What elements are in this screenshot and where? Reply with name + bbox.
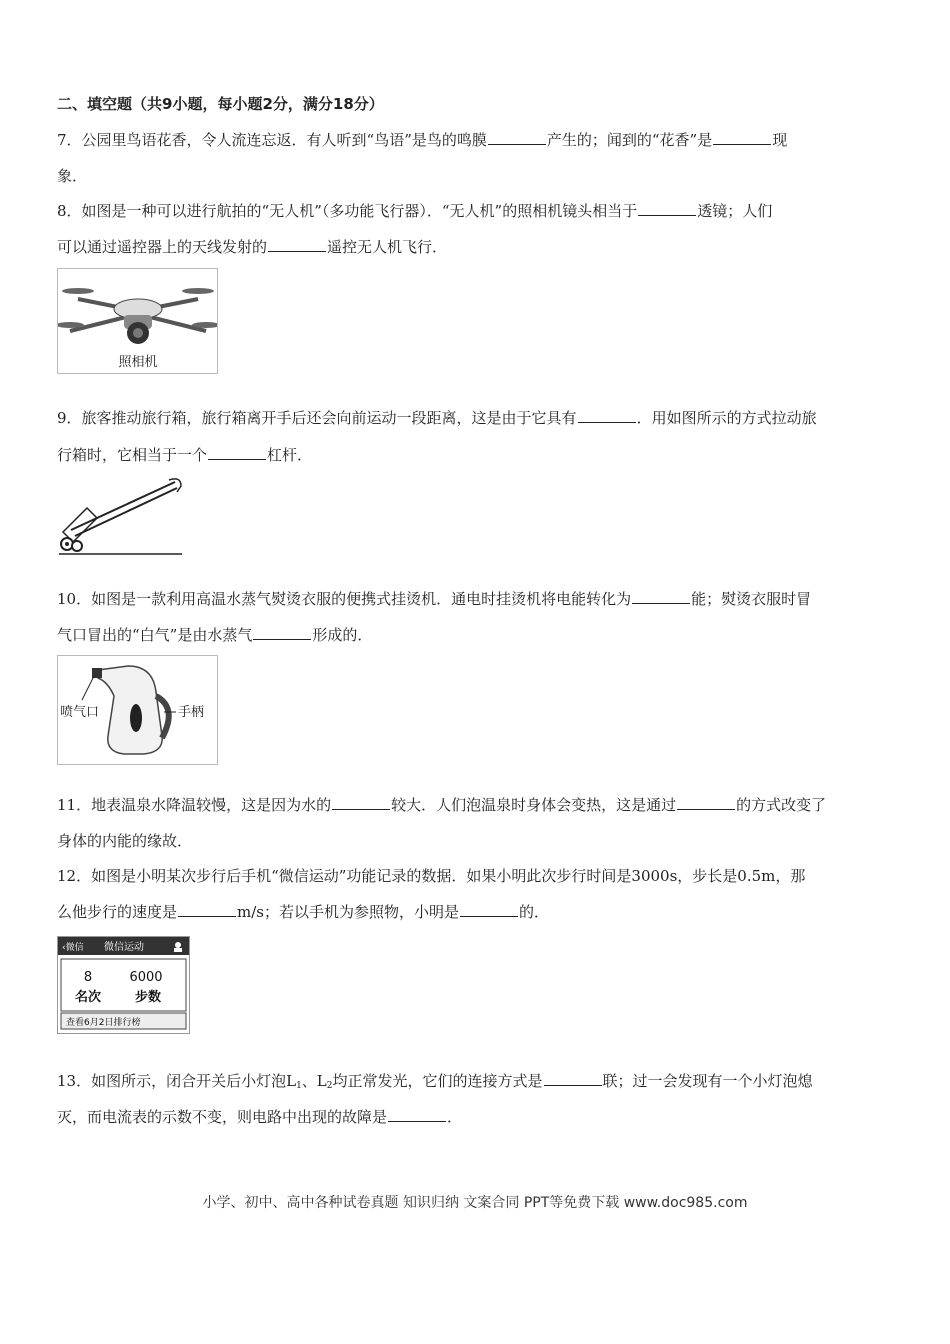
q13-text-f: ． [447, 1108, 463, 1126]
q11-blank-2[interactable] [677, 795, 735, 810]
q10-text-b: 能；熨烫衣服时冒 [691, 590, 812, 608]
q9-text-c: 行箱时，它相当于一个 [57, 446, 208, 464]
q9-text-d: 杠杆． [267, 446, 313, 464]
steamer-figure [57, 655, 218, 765]
q13-subscript-1: 1 [296, 1081, 302, 1091]
q13-subscript-2: 2 [326, 1081, 333, 1091]
question-7-line-1 [57, 130, 787, 150]
q13-text-c: 均正常发光，它们的连接方式是 [332, 1072, 543, 1090]
q12-blank-2[interactable] [460, 902, 518, 917]
q13-blank-2[interactable] [388, 1107, 446, 1122]
question-12-line-1: 12．如图是小明某次步行后手机“微信运动”功能记录的数据．如果小明此次步行时间是3000s，步长是0.5m，那 [57, 867, 806, 885]
q12-text-c: 的． [519, 903, 550, 921]
question-9-line-2 [57, 445, 312, 465]
q10-blank-2[interactable] [253, 625, 311, 640]
rank-value: 8 [83, 970, 93, 985]
page-footer: 小学、初中、高中各种试卷真题 知识归纳 文案合同 PPT等免费下载 www.doc985.com [202, 1195, 748, 1211]
suitcase-lever-illustration [57, 474, 184, 556]
question-11-line-1 [57, 795, 826, 815]
q13-blank-1[interactable] [544, 1071, 602, 1086]
question-11-line-2: 身体的内能的缘故． [57, 832, 193, 850]
q9-text-a: 9．旅客推动旅行箱，旅行箱离开手后还会向前运动一段距离，这是由于它具有 [57, 409, 577, 427]
q7-text-c: 现 [772, 131, 788, 149]
drone-illustration [58, 269, 217, 373]
q8-blank-2[interactable] [268, 237, 326, 252]
q9-text-b: ．用如图所示的方式拉动旅 [636, 409, 817, 427]
phone-back-link: ‹微信 [62, 943, 84, 953]
question-13-line-1 [57, 1071, 813, 1096]
question-9-line-1 [57, 408, 817, 428]
q11-text-a: 11．地表温泉水降温较慢，这是因为水的 [57, 796, 332, 814]
ranking-link: 查看6月2日排行榜 [66, 1018, 141, 1028]
user-icon [175, 942, 181, 948]
q8-text-c: 可以通过遥控器上的天线发射的 [57, 238, 268, 256]
section-heading: 二、填空题（共9小题，每小题2分，满分18分） [57, 95, 384, 113]
q9-blank-1[interactable] [578, 408, 636, 423]
q11-text-b: 较大．人们泡温泉时身体会变热，这是通过 [391, 796, 677, 814]
q9-blank-2[interactable] [208, 445, 266, 460]
question-7-line-2: 象． [57, 167, 88, 185]
wechat-sport-figure [57, 936, 190, 1034]
question-10-line-1 [57, 589, 811, 609]
q13-text-a: 13．如图所示，闭合开关后小灯泡L [57, 1072, 297, 1090]
q8-text-a: 8．如图是一种可以进行航拍的“无人机”（多功能飞行器）．“无人机”的照相机镜头相当于 [57, 202, 638, 220]
q11-blank-1[interactable] [332, 795, 390, 810]
q13-text-e: 灭，而电流表的示数不变，则电路中出现的故障是 [57, 1108, 388, 1126]
q8-blank-1[interactable] [638, 201, 696, 216]
q7-text-a: 7．公园里鸟语花香，令人流连忘返．有人听到“鸟语”是鸟的鸣膜 [57, 131, 487, 149]
question-8-line-1 [57, 201, 772, 221]
q13-text-b: 、L [301, 1072, 327, 1090]
q7-blank-1[interactable] [488, 130, 546, 145]
question-12-line-2 [57, 902, 549, 922]
wechat-sport-screen [58, 937, 189, 1033]
q10-text-c: 气口冒出的“白气”是由水蒸气 [57, 626, 253, 644]
question-8-line-2 [57, 237, 447, 257]
q7-blank-2[interactable] [713, 130, 771, 145]
phone-title: 微信运动 [104, 942, 144, 953]
suitcase-figure [57, 474, 184, 556]
q12-blank-1[interactable] [178, 902, 236, 917]
q12-text-b: m/s；若以手机为参照物，小明是 [237, 903, 459, 921]
steamer-nozzle-label: 喷气口 [60, 705, 100, 720]
rank-label: 名次 [74, 990, 102, 1005]
q12-text-a: 么他步行的速度是 [57, 903, 178, 921]
q8-text-d: 遥控无人机飞行． [327, 238, 448, 256]
drone-figure [57, 268, 218, 374]
q10-text-d: 形成的． [312, 626, 373, 644]
steps-label: 步数 [134, 990, 162, 1005]
question-10-line-2 [57, 625, 372, 645]
steps-value: 6000 [129, 970, 163, 985]
garment-steamer-illustration [58, 656, 217, 764]
steamer-handle-label: 手柄 [178, 705, 205, 720]
q7-text-b: 产生的；闻到的“花香”是 [546, 131, 713, 149]
q10-text-a: 10．如图是一款利用高温水蒸气熨烫衣服的便携式挂烫机．通电时挂烫机将电能转化为 [57, 590, 632, 608]
q8-text-b: 透镜；人们 [697, 202, 773, 220]
q10-blank-1[interactable] [632, 589, 690, 604]
q11-text-c: 的方式改变了 [736, 796, 827, 814]
q13-text-d: 联；过一会发现有一个小灯泡熄 [602, 1072, 813, 1090]
question-13-line-2 [57, 1107, 462, 1127]
drone-camera-label: 照相机 [118, 355, 158, 370]
